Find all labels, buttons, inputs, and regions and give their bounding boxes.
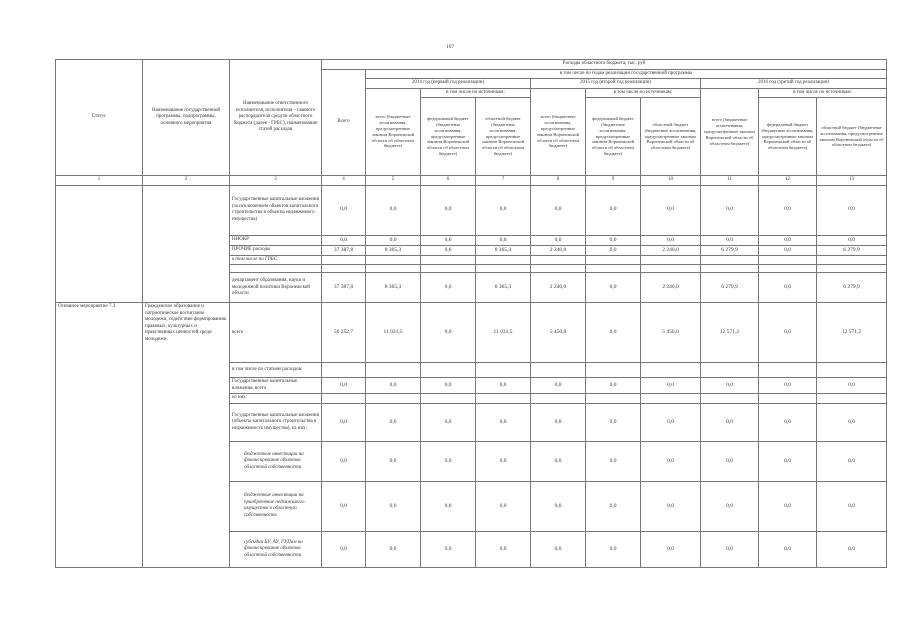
value-cell: 0,0 xyxy=(701,185,759,235)
value-cell: 8 365,3 xyxy=(476,245,531,255)
value-cell: 37 387,8 xyxy=(322,273,366,303)
value-cell: 0,0 xyxy=(701,235,759,245)
value-cell: 12 571,2 xyxy=(701,303,759,363)
value-cell: 0,0 xyxy=(531,403,586,441)
value-cell: 2 240,0 xyxy=(531,273,586,303)
row-label: субсидии БУ, АУ, ГУПам на финансирование объектов областной собственности xyxy=(230,531,322,567)
value-cell: 0,0 xyxy=(759,378,817,394)
value-cell: 0,0 xyxy=(586,245,641,255)
value-cell: 8 365,3 xyxy=(366,245,421,255)
value-cell: 0,0 xyxy=(817,531,887,567)
value-cell: 0,0 xyxy=(421,441,476,481)
value-cell: 0,0 xyxy=(641,185,701,235)
column-number: 7 xyxy=(476,176,531,186)
row-label: бюджетные инвестиции на финансирование объектов областной собственности xyxy=(230,441,322,481)
value-cell: 0,0 xyxy=(421,303,476,363)
header-status: Статус xyxy=(56,60,143,176)
value-cell: 0,0 xyxy=(476,403,531,441)
header-by-sources: в том числе по источникам: xyxy=(421,88,531,98)
value-cell: 0,0 xyxy=(701,378,759,394)
column-number: 2 xyxy=(143,176,230,186)
header-executor: Наименование ответственного исполнителя, исполнителя - главного распорядителя средств областного бюджета (далее - ГРБС), наименование статей расходов xyxy=(230,60,322,176)
value-cell: 0,0 xyxy=(421,185,476,235)
value-cell: 0,0 xyxy=(421,481,476,531)
budget-table xyxy=(55,59,887,568)
row-label: в том числе по статьям расходов: xyxy=(230,363,322,378)
value-cell: 0,0 xyxy=(586,403,641,441)
value-cell: 0,0 xyxy=(817,441,887,481)
value-cell: 0,0 xyxy=(701,481,759,531)
value-cell: 0,0 xyxy=(322,481,366,531)
value-cell: 0,0 xyxy=(759,245,817,255)
value-cell: 0,0 xyxy=(366,185,421,235)
column-number: 6 xyxy=(421,176,476,186)
value-cell: 0,0 xyxy=(759,403,817,441)
header-col-federal: федеральный бюджет (бюджетные ассигнования, предусмотренные законом Воронежской области об областном бюджете) xyxy=(759,98,817,176)
value-cell: 0,0 xyxy=(817,185,887,235)
header-total: Всего xyxy=(322,69,366,176)
table-row xyxy=(56,303,887,363)
header-col-federal: федеральный бюджет (бюджетные ассигнования, предусмотренные законом Воронежской области об областном бюджете) xyxy=(421,98,476,176)
program-name-cell: Гражданское образование и патриотическое воспитание молодежи, содействие формированию правовых, культурных и нравственных ценностей среди молодежи xyxy=(143,303,230,568)
value-cell: 0,0 xyxy=(701,403,759,441)
page-number: 107 xyxy=(446,44,455,50)
header-by-sources: в том числе по источникам: xyxy=(586,88,701,98)
value-cell: 0,0 xyxy=(701,441,759,481)
value-cell: 0,0 xyxy=(586,303,641,363)
value-cell: 0,0 xyxy=(531,378,586,394)
value-cell: 0,0 xyxy=(641,378,701,394)
value-cell: 0,0 xyxy=(531,481,586,531)
header-by-sources: в том числе по источникам: xyxy=(759,88,887,98)
value-cell: 2 240,0 xyxy=(531,245,586,255)
column-number: 10 xyxy=(641,176,701,186)
value-cell: 0,0 xyxy=(586,273,641,303)
header-col-regional: областной бюджет (бюджетные ассигнования, предусмотренные законом Воронежской области об областном бюджете) xyxy=(817,98,887,176)
row-label: департамент образования, науки и молодежной политики Воронежской области xyxy=(230,273,322,303)
value-cell: 0,0 xyxy=(817,235,887,245)
value-cell: 0,0 xyxy=(531,441,586,481)
value-cell: 0,0 xyxy=(759,185,817,235)
value-cell: 0,0 xyxy=(421,403,476,441)
value-cell: 56 252,7 xyxy=(322,303,366,363)
value-cell: 8 365,3 xyxy=(366,273,421,303)
value-cell: 0,0 xyxy=(817,378,887,394)
value-cell: 0,0 xyxy=(322,441,366,481)
value-cell: 0,0 xyxy=(586,185,641,235)
value-cell: 0,0 xyxy=(476,441,531,481)
value-cell: 0,0 xyxy=(421,235,476,245)
value-cell: 0,0 xyxy=(322,185,366,235)
column-number: 9 xyxy=(586,176,641,186)
header-program-name: Наименование государственной программы, подпрограммы, основного мероприятия xyxy=(143,60,230,176)
column-number: 8 xyxy=(531,176,586,186)
value-cell: 8 365,3 xyxy=(476,273,531,303)
value-cell: 0,0 xyxy=(531,531,586,567)
value-cell: 0,0 xyxy=(586,378,641,394)
value-cell: 6 279,9 xyxy=(817,273,887,303)
header-col-all: всего (бюджетные ассигнования, предусмотренные законом Воронежской области об областном бюджете) xyxy=(366,88,421,176)
column-number: 12 xyxy=(759,176,817,186)
value-cell: 0,0 xyxy=(701,531,759,567)
column-numbers-row xyxy=(56,176,887,186)
value-cell: 0,0 xyxy=(759,441,817,481)
value-cell: 0,0 xyxy=(641,441,701,481)
value-cell: 0,0 xyxy=(322,403,366,441)
value-cell: 0,0 xyxy=(366,403,421,441)
value-cell: 0,0 xyxy=(476,481,531,531)
value-cell: 0,0 xyxy=(586,481,641,531)
status-cell xyxy=(56,185,143,303)
row-label: бюджетные инвестиции на приобретение недвижимого имущества в областную собственность xyxy=(230,481,322,531)
value-cell: 0,0 xyxy=(586,235,641,245)
header-col-federal: федеральный бюджет (бюджетные ассигнования, предусмотренные законом Воронежской области об областном бюджете) xyxy=(586,98,641,176)
value-cell: 0,0 xyxy=(759,303,817,363)
header-col-all: всего (бюджетные ассигнования, предусмотренные законом Воронежской области об областном бюджете) xyxy=(701,88,759,176)
column-number: 3 xyxy=(230,176,322,186)
value-cell: 6 279,9 xyxy=(701,245,759,255)
header-col-regional: областной бюджет (бюджетные ассигнования, предусмотренные законом Воронежской области об областном бюджете) xyxy=(641,98,701,176)
value-cell: 0,0 xyxy=(322,531,366,567)
value-cell: 12 571,2 xyxy=(817,303,887,363)
status-cell: Основное мероприятие 7.3 xyxy=(56,303,143,568)
value-cell: 0,0 xyxy=(531,185,586,235)
row-label: Государственные капитальные вложения, всего xyxy=(230,378,322,394)
value-cell: 2 240,0 xyxy=(641,273,701,303)
value-cell: 11 031,5 xyxy=(366,303,421,363)
column-number: 4 xyxy=(322,176,366,186)
value-cell: 0,0 xyxy=(641,403,701,441)
row-label: НИОКР xyxy=(230,235,322,245)
value-cell: 11 031,5 xyxy=(476,303,531,363)
header-year-2015: 2015 год (второй год реализации) xyxy=(531,79,701,89)
value-cell: 0,0 xyxy=(476,185,531,235)
column-number: 11 xyxy=(701,176,759,186)
row-label: из них: xyxy=(230,394,322,404)
value-cell: 0,0 xyxy=(586,441,641,481)
value-cell: 2 240,0 xyxy=(641,245,701,255)
value-cell: 0,0 xyxy=(759,481,817,531)
column-number: 13 xyxy=(817,176,887,186)
value-cell: 0,0 xyxy=(476,235,531,245)
value-cell: 0,0 xyxy=(421,245,476,255)
value-cell: 0,0 xyxy=(531,235,586,245)
value-cell: 0,0 xyxy=(366,235,421,245)
value-cell: 0,0 xyxy=(817,481,887,531)
value-cell: 0,0 xyxy=(366,378,421,394)
value-cell: 0,0 xyxy=(586,531,641,567)
value-cell: 0,0 xyxy=(641,235,701,245)
header-year-2014: 2014 год (первый год реализации) xyxy=(366,79,531,89)
table-row xyxy=(56,185,887,235)
row-label: ПРОЧИЕ расходы xyxy=(230,245,322,255)
header-col-all: всего (бюджетные ассигнования, предусмотренные законом Воронежской области об областном бюджете) xyxy=(531,88,586,176)
value-cell: 0,0 xyxy=(817,403,887,441)
value-cell: 0,0 xyxy=(476,531,531,567)
value-cell: 0,0 xyxy=(759,273,817,303)
program-name-cell xyxy=(143,185,230,303)
header-by-years: в том числе по годам реализации государственной программы xyxy=(366,69,887,79)
value-cell: 6 279,9 xyxy=(701,273,759,303)
value-cell: 5 450,0 xyxy=(531,303,586,363)
column-number: 5 xyxy=(366,176,421,186)
value-cell: 0,0 xyxy=(641,531,701,567)
value-cell: 0,0 xyxy=(322,235,366,245)
value-cell: 37 387,8 xyxy=(322,245,366,255)
row-label: всего xyxy=(230,303,322,363)
value-cell: 0,0 xyxy=(476,378,531,394)
value-cell: 0,0 xyxy=(421,273,476,303)
value-cell: 0,0 xyxy=(421,531,476,567)
value-cell: 0,0 xyxy=(366,481,421,531)
value-cell: 5 450,0 xyxy=(641,303,701,363)
value-cell: 6 279,9 xyxy=(817,245,887,255)
value-cell: 0,0 xyxy=(421,378,476,394)
value-cell: 0,0 xyxy=(641,481,701,531)
value-cell: 0,0 xyxy=(759,531,817,567)
header-expenses: Расходы областного бюджета, тыс. руб xyxy=(322,60,887,70)
header-col-regional: областной бюджет (бюджетные ассигнования, предусмотренные законом Воронежской области об областном бюджете) xyxy=(476,98,531,176)
grbs-subheading: в том числе по ГРБС: xyxy=(230,255,322,265)
value-cell: 0,0 xyxy=(759,235,817,245)
column-number: 1 xyxy=(56,176,143,186)
row-label: Государственные капитальные вложения (за исключением объектов капитального строительства в объекты недвижимого имущества) xyxy=(230,185,322,235)
value-cell: 0,0 xyxy=(322,378,366,394)
value-cell: 0,0 xyxy=(366,531,421,567)
row-label: Государственные капитальные вложения (объекты капитального строительства в недвижимость имущества), из них: xyxy=(230,403,322,441)
value-cell: 0,0 xyxy=(366,441,421,481)
header-year-2016: 2016 год (третий год реализации) xyxy=(701,79,887,89)
